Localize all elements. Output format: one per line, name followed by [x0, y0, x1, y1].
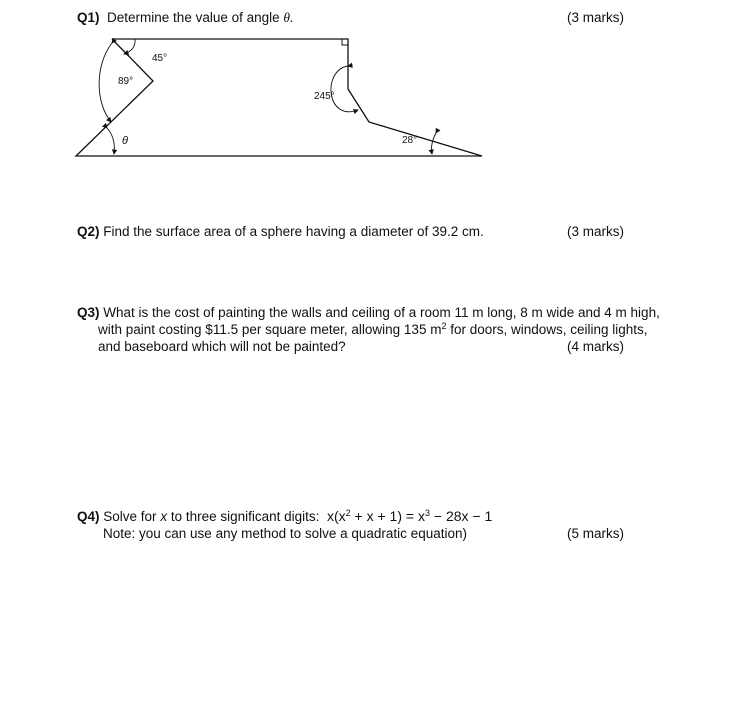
- q3-text-line2a: with paint costing $11.5 per square meter, allowing 135 m: [98, 322, 442, 337]
- q1-number: Q1): [77, 10, 100, 25]
- q3-line3: [98, 338, 346, 355]
- q4-eq-sup1: 2: [345, 508, 351, 518]
- label-245: 245°: [314, 91, 335, 102]
- arc-89: [99, 43, 112, 122]
- q2-text: Find the surface area of a sphere having a diameter of 39.2 cm.: [103, 224, 484, 239]
- label-45: 45°: [152, 53, 168, 64]
- q3-line2: [98, 321, 648, 338]
- q3-marks: (4 marks): [567, 339, 624, 354]
- q2-marks: (3 marks): [567, 224, 624, 239]
- figure-outline: [76, 39, 482, 156]
- arc-45: [124, 39, 135, 54]
- q1-text: Determine the value of angle: [107, 10, 280, 25]
- q4-question: [77, 508, 492, 525]
- q3-superscript: 2: [441, 321, 447, 331]
- q1-variable: θ.: [283, 10, 294, 25]
- q4-eq-sup2: 3: [424, 508, 430, 518]
- q3-number: Q3): [77, 305, 100, 320]
- q2-question: [77, 223, 484, 240]
- q4-text-b: to three significant digits:: [170, 509, 320, 524]
- q3-text-line1: What is the cost of painting the walls and ceiling of a room 11 m long, 8 m wide and 4 m high,: [103, 305, 660, 320]
- q4-note: Note: you can use any method to solve a quadratic equation): [103, 526, 467, 541]
- q1-diagram: [0, 30, 736, 200]
- label-28: 28°: [402, 135, 418, 146]
- q4-eq-part-b: + x + 1) = x: [350, 508, 425, 524]
- q4-equation: [327, 508, 492, 524]
- q4-text-a: Solve for: [103, 509, 157, 524]
- q4-var-x: x: [160, 509, 168, 524]
- q3-text-line3: and baseboard which will not be painted?: [98, 339, 346, 354]
- q4-marks: (5 marks): [567, 526, 624, 541]
- arc-245: [331, 66, 358, 112]
- arc-theta: [107, 128, 114, 154]
- q4-eq-part-a: x(x: [326, 508, 346, 524]
- q4-eq-part-c: − 28x − 1: [429, 508, 493, 524]
- q3-line1: [77, 304, 660, 321]
- label-89: 89°: [118, 76, 134, 87]
- q1-marks: (3 marks): [567, 10, 624, 25]
- q1-question: [77, 9, 293, 26]
- right-angle-marker: [342, 39, 348, 45]
- label-theta: θ: [122, 135, 128, 147]
- q2-number: Q2): [77, 224, 100, 239]
- q3-text-line2b: for doors, windows, ceiling lights,: [446, 322, 648, 337]
- q4-number: Q4): [77, 509, 100, 524]
- arc-28: [432, 133, 437, 154]
